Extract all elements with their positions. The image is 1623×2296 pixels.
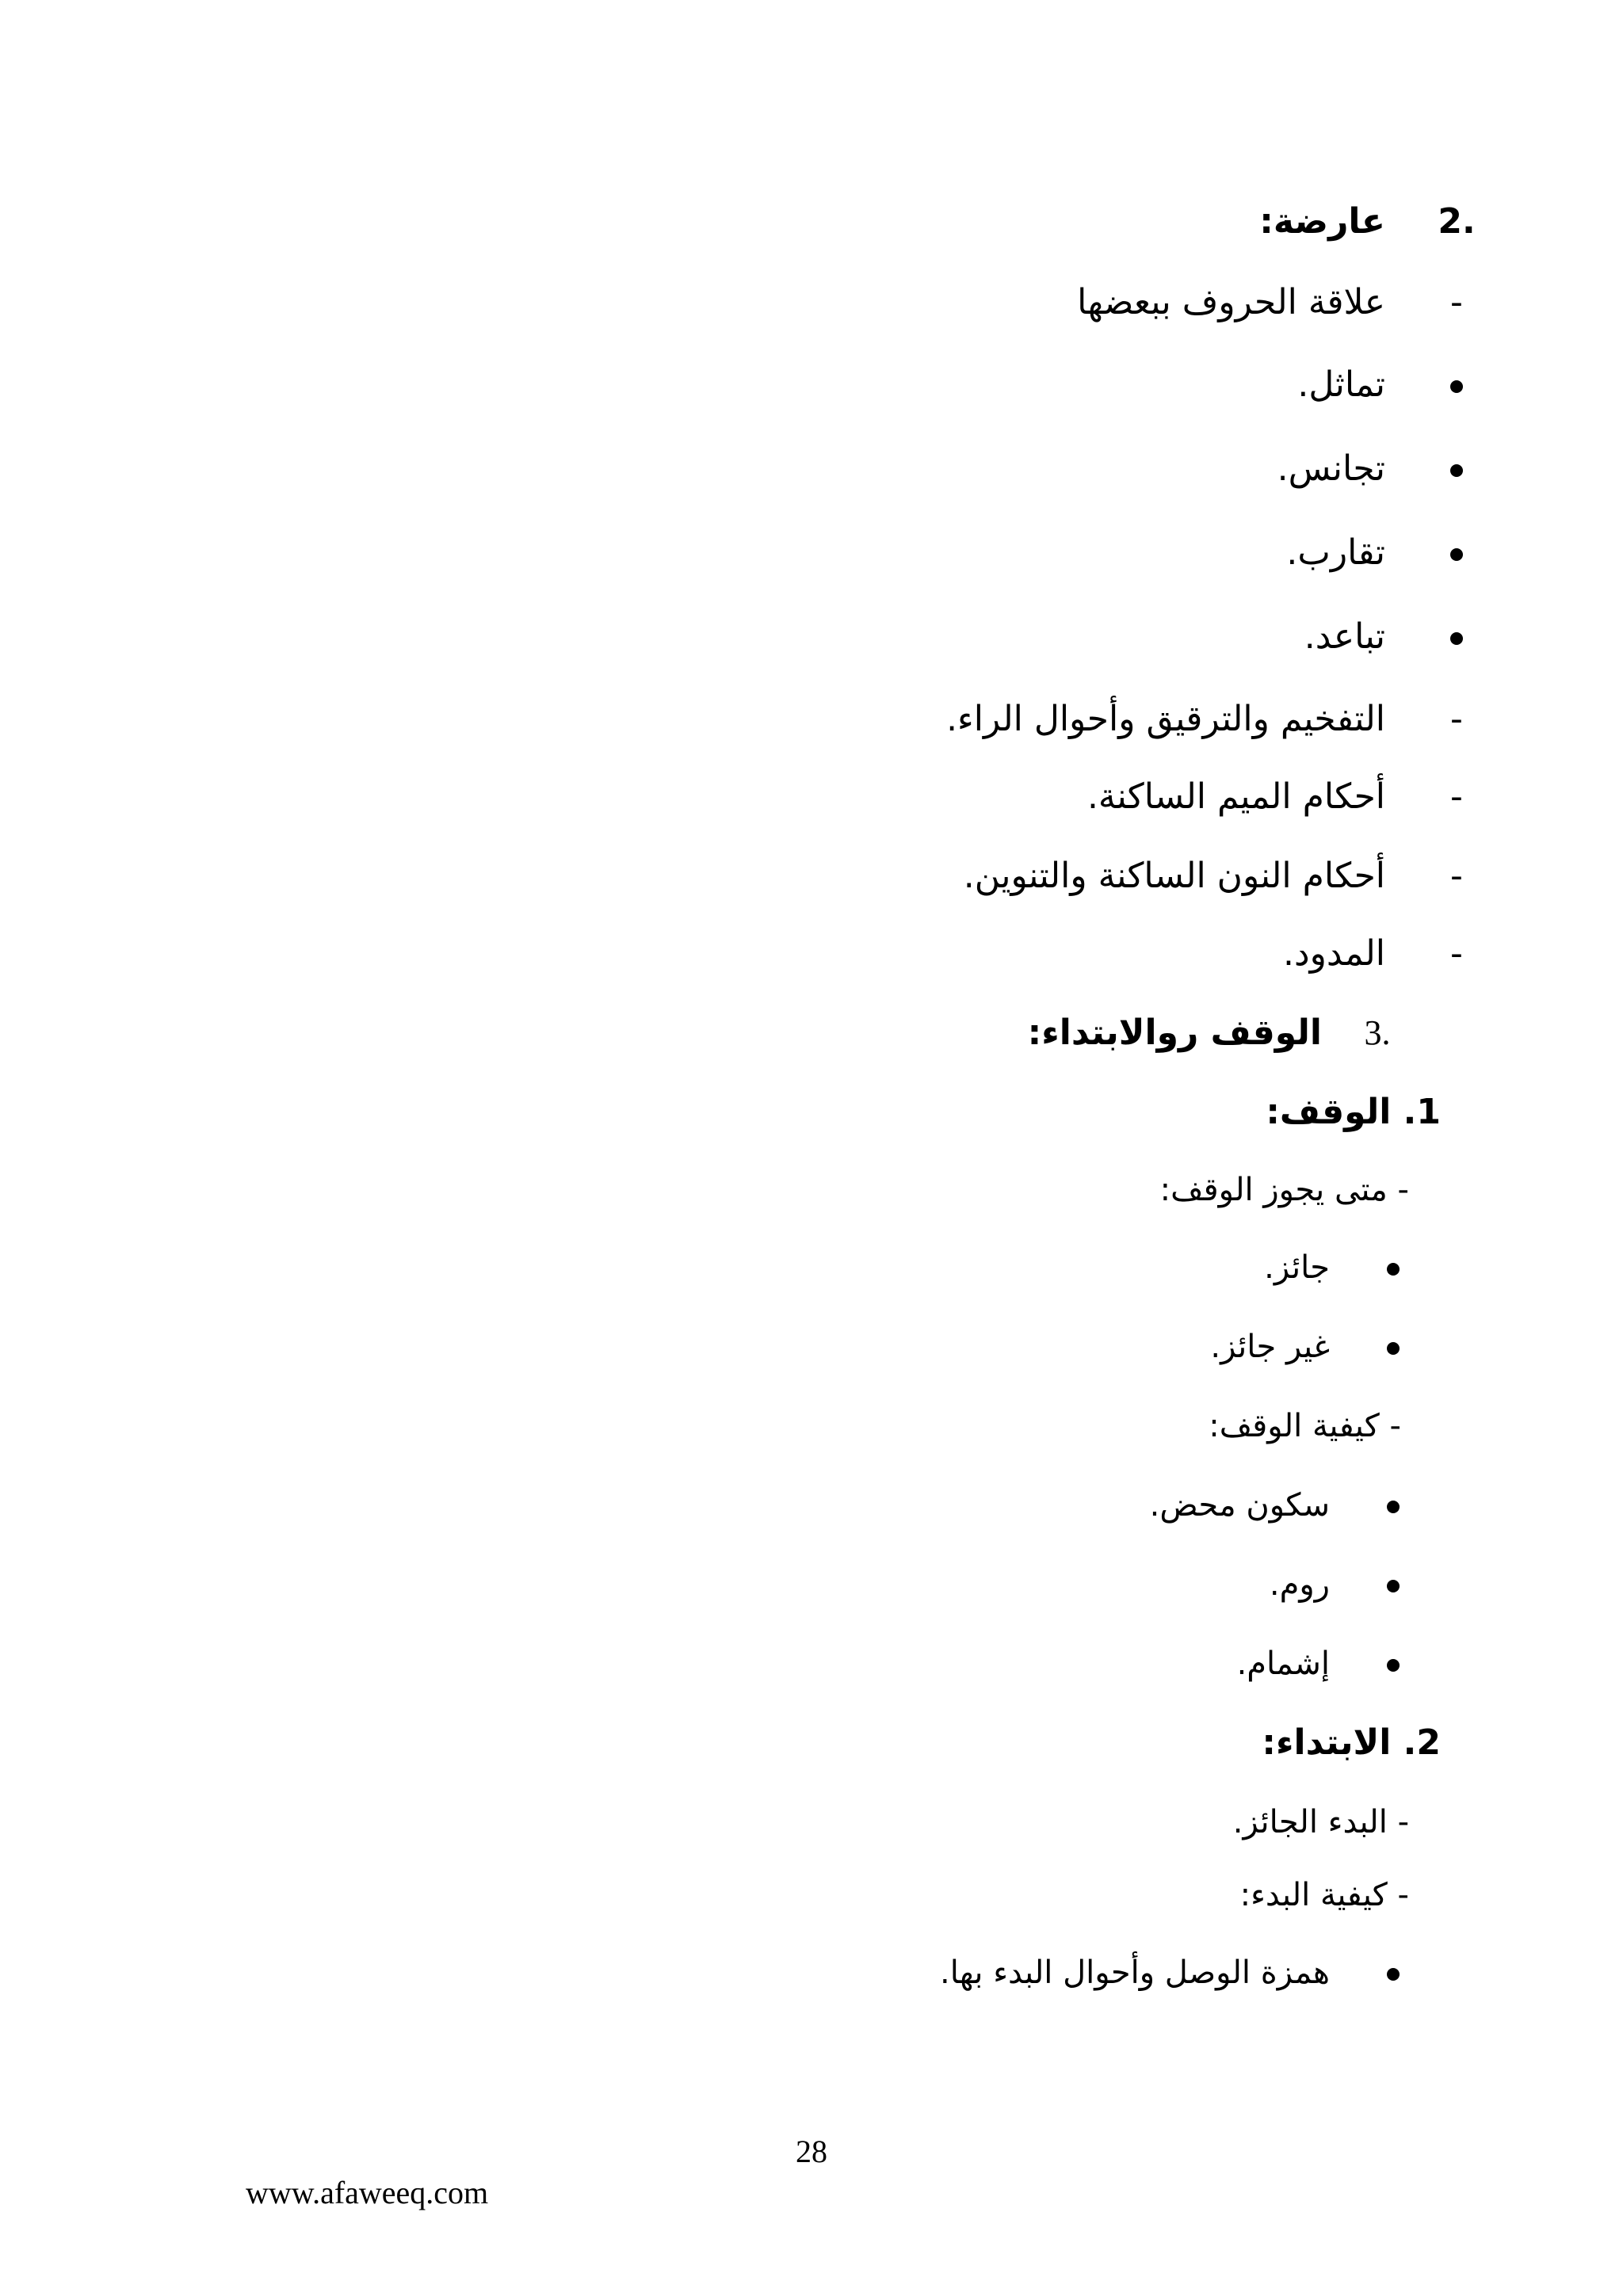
section-2-number: 2. <box>1438 201 1476 242</box>
ibtida-allowed-text: - البدء الجائز. <box>1232 1804 1409 1840</box>
waqf-when-label <box>0 1158 1623 1222</box>
dash-marker: - <box>1450 933 1463 974</box>
list-item <box>0 845 1623 908</box>
list-item <box>0 271 1623 334</box>
waqf-when-label-text: - متى يجوز الوقف: <box>1159 1172 1409 1208</box>
list-item-text: روم. <box>1269 1566 1330 1603</box>
list-item <box>0 1632 1623 1695</box>
list-item-text: التفخيم والترقيق وأحوال الراء. <box>946 699 1385 739</box>
dash-marker: - <box>1450 699 1463 739</box>
bullet-icon <box>1441 353 1472 417</box>
list-item-text: تباعد. <box>1304 616 1385 657</box>
bullet-icon <box>1377 1315 1409 1379</box>
ibtida-title: الابتداء: <box>1262 1722 1392 1763</box>
list-item-text: علاقة الحروف ببعضها <box>1077 282 1385 322</box>
section-2-title: عارضة: <box>1259 201 1385 242</box>
list-item <box>0 765 1623 829</box>
list-item-text: جائز. <box>1264 1249 1330 1286</box>
list-item <box>0 521 1623 585</box>
bullet-icon <box>1377 1553 1409 1616</box>
list-item-text: تجانس. <box>1277 448 1385 489</box>
list-item-text: أحكام الميم الساكنة. <box>1086 776 1385 817</box>
waqf-heading-text <box>1266 1081 1441 1144</box>
list-item <box>0 1315 1623 1379</box>
list-item <box>0 1236 1623 1299</box>
ibtida-number: 2. <box>1403 1722 1441 1763</box>
waqf-how-label <box>0 1394 1623 1458</box>
list-item-text: أحكام النون الساكنة والتنوين. <box>963 856 1385 896</box>
list-item <box>0 922 1623 986</box>
section-3-number: 3. <box>1364 1013 1391 1052</box>
list-item-text: المدود. <box>1283 933 1385 974</box>
list-item-text: تقارب. <box>1286 532 1385 573</box>
list-item <box>0 688 1623 751</box>
list-item-text: سكون محض. <box>1149 1487 1330 1524</box>
page-number: 28 <box>796 2134 827 2169</box>
bullet-icon <box>1377 1941 1409 2004</box>
section-3-heading <box>0 1001 1623 1065</box>
dash-marker: - <box>1450 776 1463 817</box>
list-item <box>0 605 1623 669</box>
waqf-how-label-text: - كيفية الوقف: <box>1209 1408 1401 1444</box>
list-item <box>0 1941 1623 2004</box>
list-item-text: تماثل. <box>1297 364 1385 405</box>
bullet-icon <box>1441 521 1472 585</box>
waqf-title: الوقف: <box>1266 1092 1392 1132</box>
section-3-title: الوقف روالابتداء: <box>1027 1013 1322 1053</box>
list-item-text: غير جائز. <box>1210 1329 1330 1365</box>
list-item <box>0 437 1623 501</box>
ibtida-allowed <box>0 1791 1623 1854</box>
list-item <box>0 353 1623 417</box>
ibtida-heading <box>0 1711 1623 1775</box>
website-footer: www.afaweeq.com <box>246 2175 489 2210</box>
bullet-icon <box>1377 1632 1409 1695</box>
ibtida-how-label-text: - كيفية البدء: <box>1239 1877 1409 1913</box>
ibtida-heading-text <box>1262 1711 1441 1775</box>
list-item-text: همزة الوصل وأحوال البدء بها. <box>940 1955 1330 1991</box>
bullet-icon <box>1377 1236 1409 1299</box>
section-2-heading <box>0 190 1623 254</box>
ibtida-how-label <box>0 1863 1623 1927</box>
list-item <box>0 1553 1623 1616</box>
bullet-icon <box>1441 605 1472 669</box>
waqf-number: 1. <box>1403 1092 1441 1132</box>
list-item <box>0 1474 1623 1537</box>
dash-marker: - <box>1450 856 1463 896</box>
waqf-heading <box>0 1081 1623 1144</box>
list-item-text: إشمام. <box>1236 1646 1330 1682</box>
bullet-icon <box>1441 437 1472 501</box>
dash-marker: - <box>1450 282 1463 322</box>
bullet-icon <box>1377 1474 1409 1537</box>
